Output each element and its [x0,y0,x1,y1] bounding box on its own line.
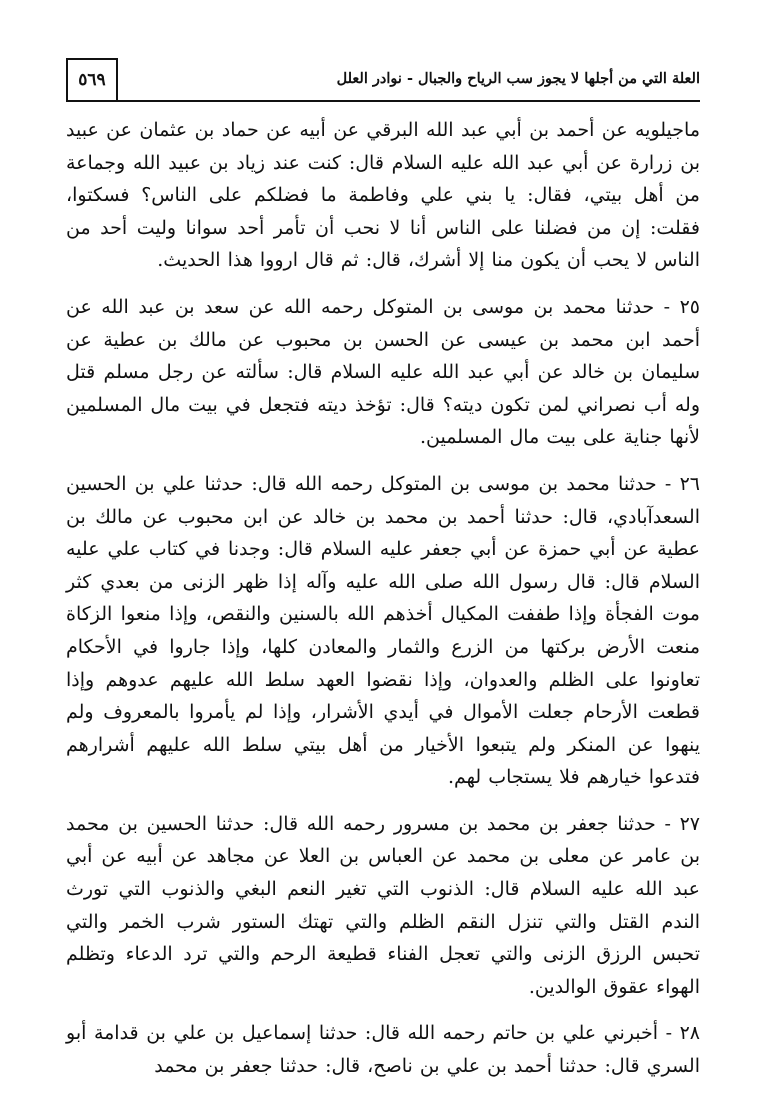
hadith-paragraph-28: ٢٨ - أخبرني علي بن حاتم رحمه الله قال: حدثنا إسماعيل بن علي بن قدامة أبو السري قال: حدثنا أحمد بن علي بن ناصح، قال: حدثنا جعفر بن محمد [66,1022,700,1078]
page-number: ٥٦٩ [66,58,118,100]
hadith-paragraph-25: ٢٥ - حدثنا محمد بن موسى بن المتوكل رحمه الله عن سعد بن عبد الله عن أحمد ابن محمد بن عيسى عن الحسن بن محبوب عن مالك بن عطية عن سليمان بن خالد عن أبي عبد الله عليه السلام قال: سألته عن رجل مسلم قتل وله أب نصراني لمن تكون ديته؟ قال: تؤخذ ديته فتجعل في بيت مال المسلمين لأنها جناية على بيت مال المسلمين. [66,295,700,449]
running-title: العلة التي من أجلها لا يجوز سب الرياح والجبال - نوادر العلل [336,70,700,87]
hadith-paragraph-26: ٢٦ - حدثنا محمد بن موسى بن المتوكل رحمه الله قال: حدثنا علي بن الحسين السعدآبادي، قال: حدثنا أحمد بن محمد بن خالد عن ابن محبوب عن مالك بن عطية عن أبي حمزة عن أبي جعفر عليه السلام قال: وجدنا في كتاب علي عليه السلام قال: قال رسول الله صلى الله عليه وآله إذا ظهر الزنى من بعدي كثر موت الفجأة وإذا طففت المكيال أخذهم الله بالسنين والنقص، وإذا منعوا الزكاة منعت الأرض بركتها من الزرع والثمار والمعادن كلها، وإذا جاروا في الأحكام تعاونوا على الظلم والعدوان، وإذا نقضوا العهد سلط الله عليهم عدوهم وإذا قطعت الأرحام جعلت الأموال في أيدي الأشرار، وإذا لم يأمروا بالمعروف ولم ينهوا عن المنكر ولم يتبعوا الأخيار من أهل بيتي سلط الله عليهم أشرارهم فتدعوا خيارهم فلا يستجاب لهم. [66,472,700,789]
paragraph-continuation: ماجيلويه عن أحمد بن أبي عبد الله البرقي عن أبيه عن حماد بن عثمان عن عبيد بن زرارة عن أبي عبد الله عليه السلام قال: كنت عند زياد بن عبيد الله وجماعة من أهل بيتي، فقال: يا بني علي وفاطمة ما فضلكم على الناس؟ فسكتوا، فقلت: إن من فضلنا على الناس أنا لا نحب أن تأمر أحد سوانا وليت أحد من الناس لا يحب أن يكون منا إلا أشرك، قال: ثم قال ارووا هذا الحديث. [66,119,700,272]
page-header [66,58,700,102]
body-text [66,114,700,1083]
hadith-paragraph-27: ٢٧ - حدثنا جعفر بن محمد بن مسرور رحمه الله قال: حدثنا الحسين بن محمد بن عامر عن معلى بن محمد عن العباس بن العلا عن مجاهد عن أبيه عن أبي عبد الله عليه السلام قال: الذنوب التي تغير النعم البغي والذنوب التي تورث الندم القتل والتي تنزل النقم الظلم والتي تهتك الستور شرب الخمر والتي تحبس الرزق الزنى والتي تعجل الفناء قطيعة الرحم والتي ترد الدعاء وتظلم الهواء عقوق الوالدين. [66,812,700,998]
book-page [66,58,700,1098]
